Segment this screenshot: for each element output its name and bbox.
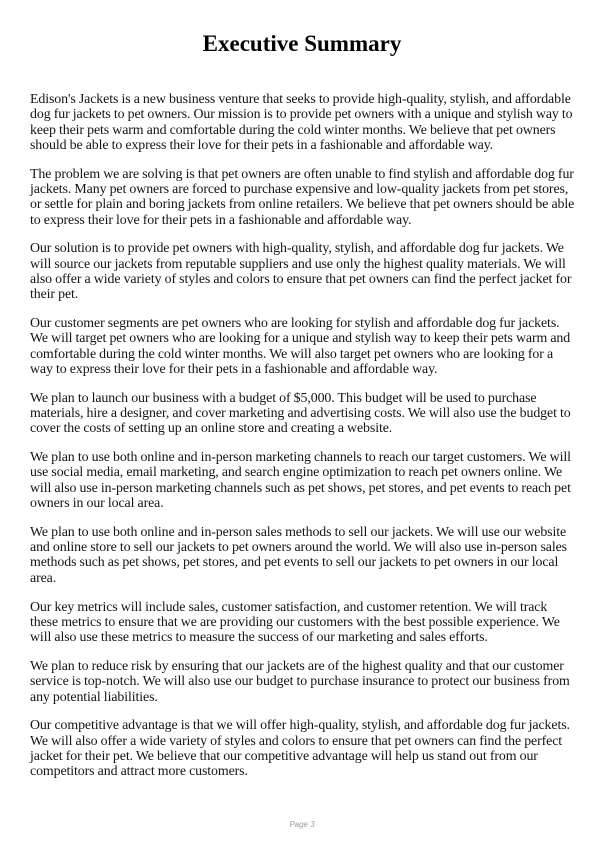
paragraph-problem: The problem we are solving is that pet owners are often unable to find stylish and affordable dog fur jackets. Many pet owners are forced to purchase expensive and low-quality jackets from pet stores, or settle for plain and boring jackets from online retailers. We believe that pet owners should be able to express their love for their pets in a fashionable and affordable way. — [30, 166, 575, 228]
paragraph-solution: Our solution is to provide pet owners with high-quality, stylish, and affordable dog fur jackets. We will source our jackets from reputable suppliers and use only the highest quality materials. We will also offer a wide variety of styles and colors to ensure that pet owners can find the perfect jacket for their pet. — [30, 241, 572, 303]
page-title: Executive Summary — [202, 31, 402, 56]
paragraph-competitive-advantage: Our competitive advantage is that we will offer high-quality, stylish, and affordable dog fur jackets. We will also offer a wide variety of styles and colors to ensure that pet owners can find the perfect jacket for their pet. We believe that our competitive advantage will help us stand out from our competitors and attract more customers. — [30, 718, 570, 780]
paragraph-customer-segments: Our customer segments are pet owners who are looking for stylish and affordable dog fur jackets. We will target pet owners who are looking for a unique and stylish way to keep their pets warm and comfortable during the cold winter months. We will also target pet owners who are looking for a way to express their love for their pets in a fashionable and affordable way. — [30, 316, 571, 377]
paragraph-sales: We plan to use both online and in-person sales methods to sell our jackets. We will use our website and online store to sell our jackets to pet owners around the world. We will also use in-person sales methods such as pet shows, pet stores, and pet events to sell our jackets to pet owners in our local area. — [30, 524, 567, 586]
paragraph-key-metrics: Our key metrics will include sales, customer satisfaction, and customer retention. We will track these metrics to ensure that we are providing our customers with the best possible experience. We will also use these metrics to measure the success of our marketing and sales efforts. — [30, 599, 560, 646]
document-body — [30, 92, 578, 793]
paragraph-budget: We plan to launch our business with a budget of $5,000. This budget will be used to purchase materials, hire a designer, and cover marketing and advertising costs. We will also use the budget to cover the costs of setting up an online store and creating a website. — [30, 390, 571, 437]
page-number: Page 3 — [289, 820, 315, 829]
paragraph-risk: We plan to reduce risk by ensuring that our jackets are of the highest quality and that our customer service is top-notch. We will also use our budget to purchase insurance to protect our business from any potential liabilities. — [30, 658, 570, 705]
paragraph-overview: Edison's Jackets is a new business venture that seeks to provide high-quality, stylish, and affordable dog fur jackets to pet owners. Our mission is to provide pet owners with a unique and stylish way to keep their pets warm and comfortable during the cold winter months. We believe that pet owners should be able to express their love for their pets in a fashionable and affordable way. — [30, 92, 573, 153]
paragraph-marketing: We plan to use both online and in-person marketing channels to reach our target customers. We will use social media, email marketing, and search engine optimization to reach pet owners online. We will also use in-person marketing channels such as pet shows, pet stores, and pet events to reach pet owners in our local area. — [30, 450, 571, 512]
